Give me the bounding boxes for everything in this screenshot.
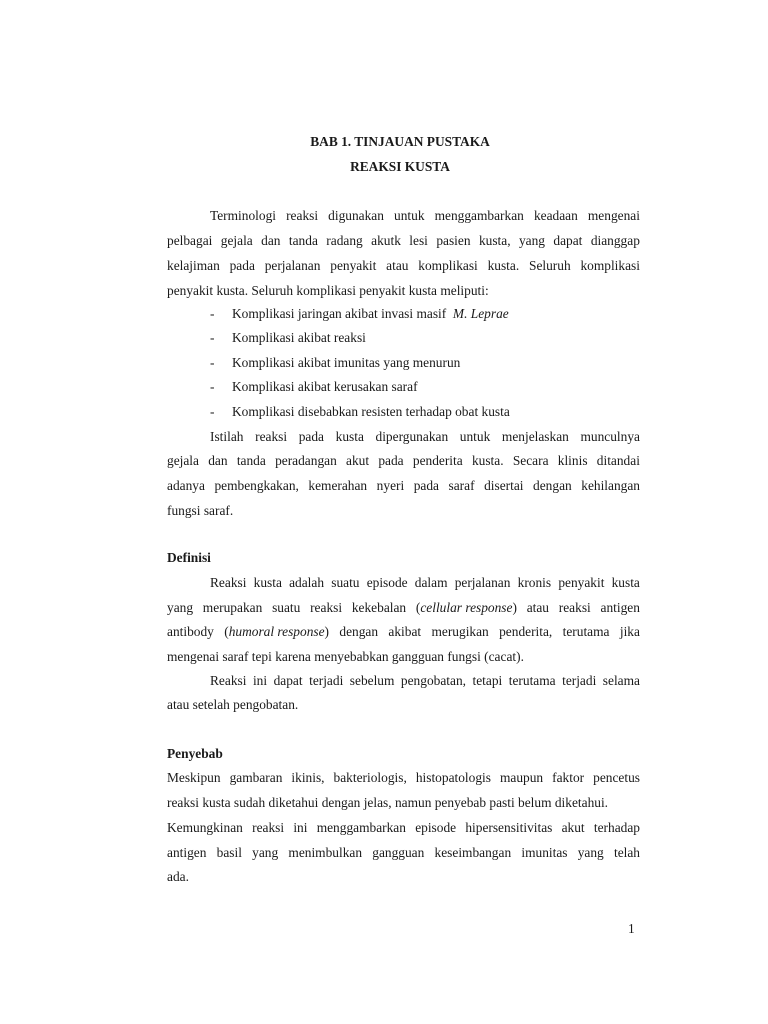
bullet-text: Komplikasi disebabkan resisten terhadap obat kusta [232,404,510,419]
word: antigen [600,600,640,615]
bullet-text: Komplikasi akibat imunitas yang menurun [232,355,461,370]
word: pelbagai [167,233,213,248]
word: kemerahan [308,478,368,493]
word: gejala [167,453,199,468]
word: dalam [414,575,448,590]
definisi-line-2 [167,600,640,616]
word: Istilah [210,429,244,444]
word: terutama [508,673,556,688]
word: reaksi [286,208,319,223]
phrase [416,600,517,616]
word: Secara [512,453,549,468]
word: klinis [557,453,588,468]
word: jika [619,624,640,639]
word: terutama [562,624,610,639]
word: antibody [167,624,214,639]
definisi-line-1 [210,575,640,591]
penyebab-line-2: reaksi kusta sudah diketahui dengan jelas, namun penyebab pasti belum diketahui. [167,795,609,810]
bullet-dash: - [210,330,215,345]
word: peradangan [275,453,337,468]
word: akut [561,820,585,835]
word: Seluruh [529,258,571,273]
definisi-heading: Definisi [167,550,211,565]
definisi-p2-line-2: atau setelah pengobatan. [167,697,299,712]
word: tetapi [472,673,503,688]
bullet-dash: - [210,379,215,394]
bullet-dash: - [210,306,215,321]
word: penderita, [499,624,553,639]
word: suatu [331,575,360,590]
intro-line-3 [167,258,640,274]
word: reaksi [255,429,288,444]
word: Reaksi [210,575,247,590]
paren-open: ( [415,600,421,615]
word: suatu [272,600,301,615]
word: munculnya [580,429,640,444]
word: pasien [436,233,471,248]
word: pada [298,429,324,444]
word: reaksi [310,600,343,615]
istilah-line-2 [167,453,640,469]
word: saraf [448,478,475,493]
word: kusta [611,575,640,590]
word: ini [252,673,268,688]
bullet-dash: - [210,355,215,370]
word: akut [346,453,370,468]
word: Kemungkinan [167,820,243,835]
word: reaksi [558,600,591,615]
word: gangguan [372,845,425,860]
word: menggambarkan [316,820,406,835]
word: disertai [484,478,524,493]
word: kronis [517,575,552,590]
word: atau [386,258,409,273]
word: imunitas [521,845,568,860]
word: pada [413,478,439,493]
word: terjadi [309,673,344,688]
bullet-text: Komplikasi jaringan akibat invasi masif [232,306,447,321]
word: kusta. [487,258,520,273]
word: tanda [236,453,266,468]
word: menimbulkan [288,845,363,860]
word: penderita [412,453,463,468]
word: menggambarkan [434,208,524,223]
section-title: REAKSI KUSTA [350,159,450,174]
bullet-text: Komplikasi akibat kerusakan saraf [232,379,418,394]
word: ikinis, [291,770,325,785]
word: akutk [371,233,401,248]
word: episode [366,575,408,590]
word: yang [167,600,194,615]
word: terhadap [593,820,640,835]
word: dianggap [590,233,640,248]
word: hipersensitivitas [465,820,553,835]
word: perjalanan [264,258,321,273]
word: kusta [335,429,364,444]
word: dengan [533,478,572,493]
word: nyeri [376,478,405,493]
word: dipergunakan [375,429,449,444]
word: yang [577,845,604,860]
word: kusta [253,575,282,590]
word: telah [613,845,640,860]
word: bakteriologis, [333,770,407,785]
word: faktor [552,770,585,785]
word: reaksi [252,820,285,835]
word: gambaran [229,770,283,785]
word: pengobatan, [400,673,466,688]
word: selama [602,673,640,688]
definisi-line-4: mengenai saraf tepi karena menyebabkan gangguan fungsi (cacat). [167,649,524,664]
word: penyakit [330,258,377,273]
paren-close: ) [512,600,517,615]
definisi-line-3 [167,624,640,640]
page-number: 1 [628,921,635,936]
word: yang [252,845,279,860]
word: keadaan [533,208,578,223]
word: mengenai [587,208,640,223]
word: sebelum [349,673,395,688]
word: dan [261,233,281,248]
intro-line-4: penyakit kusta. Seluruh komplikasi penyakit kusta meliputi: [167,283,489,298]
paren-open: ( [224,624,229,639]
bullet-italic: M. Leprae [452,306,509,321]
word: menjelaskan [501,429,569,444]
word: untuk [459,429,491,444]
word: dapat [553,233,583,248]
word: dengan [339,624,379,639]
word: adanya [167,478,205,493]
word: akibat [388,624,422,639]
penyebab-heading: Penyebab [167,746,223,761]
bullet-dash: - [210,404,215,419]
italic-term: humoral response [228,624,325,639]
penyebab-line-1 [167,770,640,786]
italic-term: cellular response [420,600,513,615]
word: episode [415,820,457,835]
word: Meskipun [167,770,221,785]
word: pada [378,453,404,468]
penyebab-line-4 [167,845,640,861]
word: perjalanan [454,575,511,590]
word: untuk [394,208,425,223]
word: keseimbangan [434,845,512,860]
word: maupun [499,770,544,785]
word: gejala [220,233,253,248]
word: dan [208,453,228,468]
word: kekebalan [351,600,407,615]
penyebab-line-3 [167,820,640,836]
word: radang [326,233,363,248]
word: pencetus [593,770,640,785]
word: kelajiman [167,258,220,273]
word: merugikan [431,624,489,639]
istilah-line-4: fungsi saraf. [167,503,234,518]
word: adalah [289,575,325,590]
word: ini [293,820,308,835]
intro-line-2 [167,233,640,249]
bullet-text: Komplikasi akibat reaksi [232,330,366,345]
word: antigen [167,845,207,860]
word: atau [526,600,550,615]
phrase [224,624,329,640]
word: komplikasi [580,258,640,273]
word: pada [229,258,255,273]
intro-line-1 [210,208,640,224]
word: penyakit [558,575,605,590]
istilah-line-1 [210,429,640,445]
penyebab-line-5: ada. [167,869,189,884]
word: digunakan [328,208,384,223]
word: kusta. [471,453,504,468]
word: merupakan [202,600,263,615]
word: kusta, [478,233,511,248]
word: pembengkakan, [214,478,299,493]
istilah-line-3 [167,478,640,494]
word: terjadi [562,673,597,688]
word: ditandai [596,453,640,468]
word: yang [518,233,545,248]
chapter-title: BAB 1. TINJAUAN PUSTAKA [310,134,490,149]
word: tanda [288,233,318,248]
word: basil [216,845,242,860]
word: komplikasi [418,258,478,273]
word: Reaksi [210,673,247,688]
word: kehilangan [581,478,640,493]
word: dapat [273,673,303,688]
paren-close: ) [324,624,330,639]
definisi-p2-line-1 [210,673,640,689]
word: Terminologi [210,208,277,223]
word: histopatologis [415,770,491,785]
word: lesi [409,233,428,248]
